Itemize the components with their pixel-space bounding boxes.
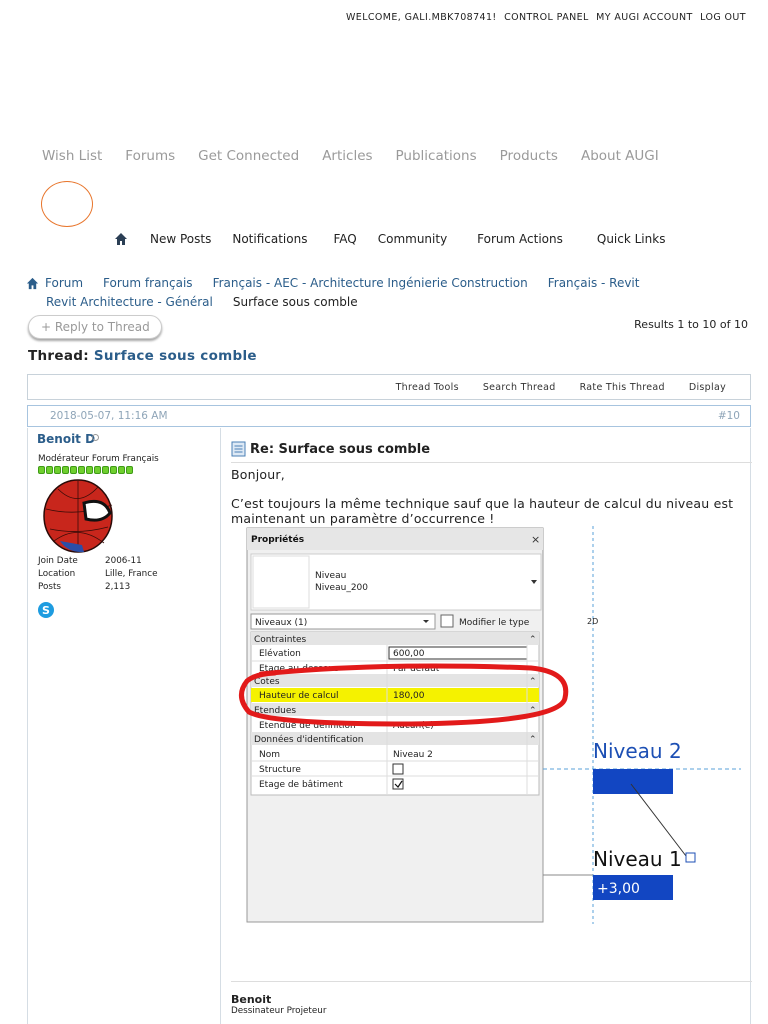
reputation-pip — [46, 466, 53, 474]
join-date-value: 2006-11 — [105, 556, 142, 566]
subnav-forum-actions[interactable]: Forum Actions — [477, 232, 563, 246]
nav-wish-list[interactable]: Wish List — [42, 148, 103, 164]
revit-group-identification: Données d'identification — [254, 735, 364, 745]
subnav-notifications[interactable]: Notifications — [232, 232, 308, 246]
subnav-faq[interactable]: FAQ — [333, 232, 357, 246]
crumb-aec[interactable]: Français - AEC - Architecture Ingénierie Construction — [212, 276, 528, 290]
logout-link[interactable]: LOG OUT — [700, 12, 746, 23]
revit-level1-label: Niveau 1 — [593, 847, 682, 871]
reputation-pip — [54, 466, 61, 474]
svg-text:⌃: ⌃ — [529, 677, 537, 687]
reply-to-thread-button[interactable]: + Reply to Thread — [28, 315, 162, 339]
forum-subnav — [114, 232, 686, 246]
thread-tools-menu[interactable]: Thread Tools — [395, 381, 459, 393]
revit-edit-type: Modifier le type — [459, 618, 530, 628]
revit-row-etage-batiment-name: Etage de bâtiment — [259, 780, 343, 790]
post-date: 2018-05-07, 11:16 AM — [50, 410, 168, 422]
results-count: Results 1 to 10 of 10 — [634, 318, 748, 331]
nav-products[interactable]: Products — [499, 148, 558, 164]
svg-text:⌃: ⌃ — [529, 735, 537, 745]
nav-about[interactable]: About AUGI — [580, 148, 659, 164]
subnav-quick-links[interactable]: Quick Links — [596, 232, 666, 246]
user-title: Modérateur Forum Français — [38, 454, 159, 464]
revit-properties-screenshot[interactable] — [231, 526, 752, 924]
revit-row-etendue-value: Aucun(e) — [393, 721, 434, 731]
site-logo[interactable] — [41, 181, 93, 227]
breadcrumb-home-icon[interactable] — [26, 277, 39, 290]
display-menu[interactable]: Display — [688, 381, 726, 393]
revit-group-cotes: Cotes — [254, 677, 280, 687]
reputation-pip — [118, 466, 125, 474]
reputation-pip — [126, 466, 133, 474]
revit-level1-value: +3,00 — [597, 881, 640, 897]
post-title-divider — [231, 462, 752, 463]
revit-row-etage-value: Par défaut — [393, 664, 440, 674]
thread-prefix: Thread: — [28, 348, 89, 364]
revit-row-elevation-value: 600,00 — [393, 649, 425, 659]
thread-title-link[interactable]: Surface sous comble — [93, 348, 257, 364]
revit-selector: Niveaux (1) — [255, 618, 308, 628]
control-panel-link[interactable]: CONTROL PANEL — [504, 12, 589, 23]
revit-edit-type-icon — [441, 615, 453, 627]
revit-group-contraintes: Contraintes — [254, 635, 307, 645]
crumb-revit[interactable]: Français - Revit — [547, 276, 640, 290]
revit-close-icon: × — [531, 533, 541, 546]
rate-thread-menu[interactable]: Rate This Thread — [579, 381, 665, 393]
revit-row-nom-name: Nom — [259, 750, 281, 760]
reputation-bar — [38, 466, 133, 474]
revit-view-label: 2D — [587, 617, 599, 626]
user-panel — [28, 428, 221, 1024]
post-number[interactable]: #10 — [717, 410, 740, 422]
my-account-link[interactable]: MY AUGI ACCOUNT — [596, 12, 693, 23]
home-icon[interactable] — [114, 232, 128, 246]
revit-panel-title: Propriétés — [251, 535, 305, 545]
nav-publications[interactable]: Publications — [395, 148, 477, 164]
crumb-forum[interactable]: Forum — [45, 276, 84, 290]
revit-group-etendues: Etendues — [254, 706, 297, 716]
revit-structure-checkbox — [393, 764, 403, 774]
revit-lock-icon — [686, 853, 695, 862]
revit-row-etendue-name: Etendue de définition — [259, 721, 356, 731]
post-title — [231, 441, 430, 457]
username[interactable]: Benoit D — [37, 432, 96, 446]
revit-type-line1: Niveau — [315, 571, 347, 581]
welcome-text: WELCOME, GALI.MBK708741! — [346, 12, 497, 23]
revit-row-etage-name: Etage au-dessous — [259, 664, 339, 674]
post-greeting: Bonjour, — [231, 467, 285, 482]
search-thread-menu[interactable]: Search Thread — [482, 381, 556, 393]
top-account-bar — [342, 12, 746, 23]
crumb-revit-architecture[interactable]: Revit Architecture - Général — [46, 295, 213, 309]
revit-row-structure-name: Structure — [259, 765, 301, 775]
thread-toolbar — [27, 374, 751, 400]
nav-articles[interactable]: Articles — [322, 148, 373, 164]
location-label: Location — [38, 569, 76, 579]
post-title-text: Re: Surface sous comble — [250, 441, 431, 457]
nav-get-connected[interactable]: Get Connected — [198, 148, 300, 164]
reputation-pip — [102, 466, 109, 474]
avatar[interactable] — [38, 479, 116, 554]
subnav-community[interactable]: Community — [377, 232, 448, 246]
signature-name: Benoit — [231, 993, 272, 1006]
skype-icon[interactable] — [37, 601, 55, 619]
signature-divider — [231, 981, 752, 982]
posts-label: Posts — [38, 582, 61, 592]
revit-row-nom-value: Niveau 2 — [393, 750, 433, 760]
join-date-label: Join Date — [38, 556, 78, 566]
subnav-new-posts[interactable]: New Posts — [150, 232, 212, 246]
posts-value: 2,113 — [105, 582, 131, 592]
nav-forums[interactable]: Forums — [125, 148, 176, 164]
breadcrumb — [26, 274, 746, 312]
revit-type-line2: Niveau_200 — [315, 583, 368, 593]
offline-status-icon — [92, 434, 99, 441]
reputation-pip — [38, 466, 45, 474]
reputation-pip — [110, 466, 117, 474]
reputation-pip — [70, 466, 77, 474]
post-header — [27, 405, 751, 427]
reputation-pip — [86, 466, 93, 474]
main-nav — [42, 148, 682, 164]
crumb-current: Surface sous comble — [232, 295, 358, 309]
post-document-icon — [231, 441, 246, 457]
reputation-pip — [62, 466, 69, 474]
svg-text:⌃: ⌃ — [529, 635, 537, 645]
crumb-forum-francais[interactable]: Forum français — [103, 276, 193, 290]
svg-text:S: S — [42, 604, 50, 617]
revit-level2-label: Niveau 2 — [593, 739, 682, 763]
revit-row-hauteur-name: Hauteur de calcul — [259, 691, 339, 701]
reputation-pip — [94, 466, 101, 474]
reputation-pip — [78, 466, 85, 474]
revit-row-elevation-name: Elévation — [259, 649, 301, 659]
thread-title — [28, 348, 257, 364]
post-body — [27, 428, 751, 1024]
post-paragraph: C’est toujours la même technique sauf que la hauteur de calcul du niveau est maintenant un paramètre d’occurrence ! — [231, 496, 734, 526]
svg-text:⌃: ⌃ — [529, 706, 537, 716]
signature-role: Dessinateur Projeteur — [231, 1006, 327, 1016]
user-info — [38, 556, 158, 595]
location-value: Lille, France — [105, 569, 158, 579]
revit-row-hauteur-value: 180,00 — [393, 691, 425, 701]
